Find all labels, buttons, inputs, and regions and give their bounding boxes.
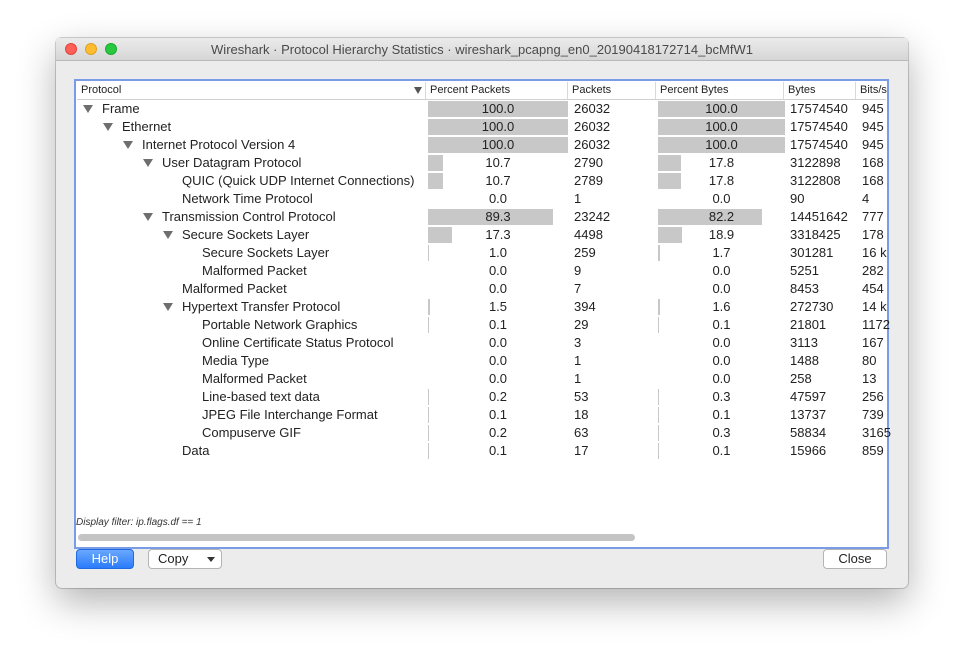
- protocol-cell: [77, 442, 426, 460]
- percent-bar: [428, 425, 429, 441]
- column-header-percent-packets[interactable]: Percent Packets: [426, 82, 568, 99]
- bytes-cell: 58834: [790, 425, 827, 440]
- protocol-name: Portable Network Graphics: [202, 317, 358, 332]
- percent-packets-cell: [428, 280, 568, 298]
- percent-bytes-cell-value: 100.0: [705, 101, 738, 116]
- protocol-cell: [77, 172, 426, 190]
- percent-packets-cell-value: 10.7: [485, 155, 511, 170]
- protocol-hierarchy-window: [56, 38, 908, 588]
- copy-button-label: Copy: [158, 551, 189, 566]
- bytes-cell: 3122808: [790, 173, 841, 188]
- protocol-name: JPEG File Interchange Format: [202, 407, 378, 422]
- packets-cell: 53: [574, 389, 589, 404]
- bits-per-second-cell: 256: [862, 389, 884, 404]
- protocol-cell: [77, 154, 426, 172]
- table-row[interactable]: [77, 190, 886, 208]
- percent-packets-cell-value: 17.3: [485, 227, 511, 242]
- percent-bytes-cell: [658, 190, 785, 208]
- protocol-cell: [77, 388, 426, 406]
- percent-bar: [428, 443, 429, 459]
- expand-triangle-icon[interactable]: [103, 123, 113, 131]
- table-row[interactable]: [77, 100, 886, 118]
- protocol-cell: [77, 190, 426, 208]
- percent-packets-cell: [428, 424, 568, 442]
- chevron-down-icon: [207, 557, 215, 562]
- protocol-name: Media Type: [202, 353, 269, 368]
- percent-packets-cell-value: 0.2: [488, 425, 508, 440]
- expand-triangle-icon[interactable]: [163, 231, 173, 239]
- packets-cell: 29: [574, 317, 589, 332]
- bytes-cell: 1488: [790, 353, 819, 368]
- percent-packets-cell-value: 100.0: [481, 119, 515, 134]
- protocol-cell: [77, 100, 426, 118]
- percent-bar: [658, 245, 660, 261]
- percent-bytes-cell: [658, 316, 785, 334]
- percent-packets-cell: [428, 226, 568, 244]
- percent-bytes-cell-value: 0.0: [712, 353, 731, 368]
- bits-per-second-cell: 13: [862, 371, 877, 386]
- percent-bar: [428, 155, 443, 171]
- percent-bytes-cell-value: 82.2: [708, 209, 735, 224]
- bits-per-second-cell: 16 k: [862, 245, 887, 260]
- percent-bar: [428, 407, 429, 423]
- close-button[interactable]: Close: [823, 549, 887, 569]
- table-row[interactable]: [77, 118, 886, 136]
- bits-per-second-cell: 4: [862, 191, 870, 206]
- copy-dropdown-button[interactable]: [148, 549, 222, 569]
- protocol-name: User Datagram Protocol: [162, 155, 302, 170]
- bits-per-second-cell: 945: [862, 137, 884, 152]
- percent-bytes-cell-value: 0.1: [712, 407, 731, 422]
- protocol-cell: [77, 334, 426, 352]
- percent-bytes-cell-value: 0.0: [712, 371, 731, 386]
- percent-bytes-cell: [658, 244, 785, 262]
- protocol-name: Internet Protocol Version 4: [142, 137, 296, 152]
- percent-packets-cell: [428, 154, 568, 172]
- packets-cell: 3: [574, 335, 582, 350]
- bits-per-second-cell: 739: [862, 407, 884, 422]
- percent-bar: [658, 299, 660, 315]
- packets-cell: 7: [574, 281, 582, 296]
- percent-packets-cell: [428, 118, 568, 136]
- percent-packets-cell: [428, 442, 568, 460]
- bits-per-second-cell: 454: [862, 281, 884, 296]
- packets-cell: 1: [574, 191, 582, 206]
- bits-per-second-cell: 777: [862, 209, 884, 224]
- bytes-cell: 21801: [790, 317, 827, 332]
- percent-bar: [658, 389, 659, 405]
- bytes-cell: 272730: [790, 299, 834, 314]
- percent-bar: [658, 227, 682, 243]
- protocol-name: Line-based text data: [202, 389, 320, 404]
- percent-bytes-cell: [658, 208, 785, 226]
- protocol-name: QUIC (Quick UDP Internet Connections): [182, 173, 415, 188]
- protocol-name: Secure Sockets Layer: [202, 245, 330, 260]
- percent-packets-cell-value: 0.1: [488, 317, 508, 332]
- protocol-name: Ethernet: [122, 119, 172, 134]
- expand-triangle-icon[interactable]: [123, 141, 133, 149]
- percent-packets-cell-value: 100.0: [481, 137, 515, 152]
- protocol-cell: [77, 226, 426, 244]
- percent-bytes-cell-value: 17.8: [708, 155, 735, 170]
- table-row[interactable]: [77, 172, 886, 190]
- packets-cell: 1: [574, 371, 582, 386]
- percent-bar: [658, 317, 659, 333]
- column-header-bytes[interactable]: Bytes: [784, 82, 856, 99]
- percent-bytes-cell-value: 0.0: [712, 263, 731, 278]
- protocol-name: Malformed Packet: [202, 263, 307, 278]
- protocol-cell: [77, 424, 426, 442]
- bits-per-second-cell: 167: [862, 335, 884, 350]
- percent-bytes-cell: [658, 262, 785, 280]
- percent-bytes-cell-value: 1.7: [712, 245, 731, 260]
- title-bar[interactable]: [56, 38, 908, 61]
- table-row[interactable]: [77, 442, 886, 460]
- protocol-name: Secure Sockets Layer: [182, 227, 310, 242]
- percent-bytes-cell-value: 1.6: [712, 299, 731, 314]
- percent-bytes-cell-value: 100.0: [705, 119, 738, 134]
- protocol-name: Compuserve GIF: [202, 425, 301, 440]
- packets-cell: 17: [574, 443, 589, 458]
- percent-bar: [428, 227, 452, 243]
- protocol-name: Hypertext Transfer Protocol: [182, 299, 341, 314]
- bytes-cell: 47597: [790, 389, 827, 404]
- percent-packets-cell-value: 0.0: [488, 191, 508, 206]
- table-row[interactable]: [77, 262, 886, 280]
- percent-packets-cell: [428, 298, 568, 316]
- table-row[interactable]: [77, 136, 886, 154]
- percent-bytes-cell: [658, 280, 785, 298]
- percent-bytes-cell-value: 0.3: [712, 389, 731, 404]
- bits-per-second-cell: 14 k: [862, 299, 887, 314]
- protocol-cell: [77, 298, 426, 316]
- percent-bytes-cell: [658, 172, 785, 190]
- protocol-cell: [77, 208, 426, 226]
- percent-bar: [428, 389, 429, 405]
- expand-triangle-icon[interactable]: [143, 213, 153, 221]
- display-filter-label: Display filter: ip.flags.df == 1: [76, 517, 202, 528]
- percent-packets-cell: [428, 100, 568, 118]
- bits-per-second-cell: 168: [862, 155, 884, 170]
- percent-bytes-cell-value: 0.0: [712, 281, 731, 296]
- percent-bar: [658, 173, 681, 189]
- table-row[interactable]: [77, 298, 886, 316]
- percent-bytes-cell: [658, 352, 785, 370]
- bits-per-second-cell: 1172: [862, 317, 890, 332]
- percent-bar: [658, 407, 659, 423]
- table-row[interactable]: [77, 244, 886, 262]
- percent-bar: [658, 155, 681, 171]
- packets-cell: 9: [574, 263, 582, 278]
- protocol-cell: [77, 406, 426, 424]
- table-header: [77, 82, 886, 100]
- bytes-cell: 17574540: [790, 101, 848, 116]
- percent-bytes-cell: [658, 136, 785, 154]
- percent-packets-cell: [428, 172, 568, 190]
- horizontal-scrollbar[interactable]: [78, 534, 635, 541]
- percent-packets-cell-value: 89.3: [485, 209, 511, 224]
- table-row[interactable]: [77, 352, 886, 370]
- percent-bytes-cell-value: 0.0: [712, 335, 731, 350]
- percent-bytes-cell-value: 0.1: [712, 317, 731, 332]
- bits-per-second-cell: 945: [862, 101, 884, 116]
- protocol-cell: [77, 136, 426, 154]
- percent-bytes-cell-value: 0.3: [712, 425, 731, 440]
- percent-bar: [428, 299, 430, 315]
- percent-bytes-cell: [658, 154, 785, 172]
- bytes-cell: 13737: [790, 407, 827, 422]
- protocol-table[interactable]: [74, 79, 889, 549]
- percent-bar: [428, 173, 443, 189]
- packets-cell: 394: [574, 299, 596, 314]
- bits-per-second-cell: 859: [862, 443, 884, 458]
- percent-packets-cell: [428, 208, 568, 226]
- percent-packets-cell: [428, 370, 568, 388]
- protocol-cell: [77, 352, 426, 370]
- percent-packets-cell-value: 0.0: [488, 371, 508, 386]
- bytes-cell: 14451642: [790, 209, 848, 224]
- protocol-name: Online Certificate Status Protocol: [202, 335, 394, 350]
- percent-packets-cell-value: 10.7: [485, 173, 511, 188]
- bytes-cell: 258: [790, 371, 812, 386]
- percent-packets-cell: [428, 334, 568, 352]
- percent-packets-cell: [428, 244, 568, 262]
- percent-bytes-cell: [658, 118, 785, 136]
- table-row[interactable]: [77, 406, 886, 424]
- bits-per-second-cell: 80: [862, 353, 877, 368]
- packets-cell: 4498: [574, 227, 603, 242]
- bits-per-second-cell: 178: [862, 227, 884, 242]
- percent-packets-cell-value: 1.5: [488, 299, 508, 314]
- percent-packets-cell: [428, 388, 568, 406]
- protocol-cell: [77, 118, 426, 136]
- packets-cell: 63: [574, 425, 589, 440]
- percent-bar: [428, 245, 429, 261]
- percent-bytes-cell-value: 0.1: [712, 443, 731, 458]
- protocol-name: Malformed Packet: [182, 281, 287, 296]
- bits-per-second-cell: 168: [862, 173, 884, 188]
- percent-packets-cell-value: 0.0: [488, 263, 508, 278]
- packets-cell: 1: [574, 353, 582, 368]
- bytes-cell: 17574540: [790, 119, 848, 134]
- percent-bar: [428, 317, 429, 333]
- packets-cell: 2790: [574, 155, 603, 170]
- bytes-cell: 17574540: [790, 137, 848, 152]
- protocol-cell: [77, 316, 426, 334]
- percent-bytes-cell: [658, 298, 785, 316]
- packets-cell: 26032: [574, 101, 611, 116]
- table-row[interactable]: [77, 208, 886, 226]
- protocol-name: Data: [182, 443, 210, 458]
- bytes-cell: 15966: [790, 443, 827, 458]
- protocol-name: Network Time Protocol: [182, 191, 313, 206]
- bytes-cell: 3318425: [790, 227, 841, 242]
- protocol-name: Frame: [102, 101, 140, 116]
- bytes-cell: 8453: [790, 281, 819, 296]
- column-header-bits-per-second[interactable]: Bits/s: [860, 84, 887, 96]
- expand-triangle-icon[interactable]: [83, 105, 93, 113]
- percent-packets-cell: [428, 352, 568, 370]
- bytes-cell: 3122898: [790, 155, 841, 170]
- percent-packets-cell-value: 0.0: [488, 335, 508, 350]
- percent-bar: [658, 425, 659, 441]
- expand-triangle-icon[interactable]: [143, 159, 153, 167]
- bytes-cell: 301281: [790, 245, 834, 260]
- protocol-name: Malformed Packet: [202, 371, 307, 386]
- packets-cell: 259: [574, 245, 596, 260]
- protocol-cell: [77, 244, 426, 262]
- percent-bytes-cell: [658, 406, 785, 424]
- column-header-packets[interactable]: Packets: [568, 82, 656, 99]
- percent-packets-cell-value: 1.0: [488, 245, 508, 260]
- column-header-protocol[interactable]: Protocol: [77, 82, 426, 99]
- bits-per-second-cell: 3165: [862, 425, 891, 440]
- table-row[interactable]: [77, 316, 890, 334]
- window-title: Wireshark · Protocol Hierarchy Statistics · wireshark_pcapng_en0_20190418172714_bcMfW1: [211, 42, 753, 57]
- sort-descending-icon: [414, 87, 422, 94]
- percent-bytes-cell-value: 17.8: [708, 173, 735, 188]
- percent-bytes-cell: [658, 100, 785, 118]
- percent-packets-cell: [428, 316, 568, 334]
- percent-bytes-cell-value: 0.0: [712, 191, 731, 206]
- percent-packets-cell-value: 0.1: [488, 443, 508, 458]
- percent-packets-cell: [428, 190, 568, 208]
- percent-packets-cell: [428, 406, 568, 424]
- percent-bytes-cell: [658, 388, 785, 406]
- percent-bytes-cell-value: 18.9: [708, 227, 735, 242]
- table-row[interactable]: [77, 154, 886, 172]
- percent-packets-cell: [428, 136, 568, 154]
- column-header-percent-bytes[interactable]: Percent Bytes: [656, 82, 784, 99]
- bytes-cell: 90: [790, 191, 805, 206]
- packets-cell: 23242: [574, 209, 611, 224]
- table-row[interactable]: [77, 370, 886, 388]
- percent-bytes-cell: [658, 424, 785, 442]
- percent-packets-cell-value: 0.0: [488, 353, 508, 368]
- percent-packets-cell-value: 0.0: [488, 281, 508, 296]
- protocol-cell: [77, 280, 426, 298]
- protocol-cell: [77, 370, 426, 388]
- table-row[interactable]: [77, 334, 886, 352]
- bits-per-second-cell: 945: [862, 119, 884, 134]
- bits-per-second-cell: 282: [862, 263, 884, 278]
- table-row[interactable]: [77, 280, 886, 298]
- percent-packets-cell: [428, 262, 568, 280]
- expand-triangle-icon[interactable]: [163, 303, 173, 311]
- percent-packets-cell-value: 0.1: [488, 407, 508, 422]
- bytes-cell: 5251: [790, 263, 819, 278]
- percent-bytes-cell-value: 100.0: [705, 137, 738, 152]
- help-button[interactable]: Help: [76, 549, 134, 569]
- percent-bytes-cell: [658, 370, 785, 388]
- table-row[interactable]: [77, 226, 886, 244]
- packets-cell: 26032: [574, 137, 611, 152]
- protocol-name: Transmission Control Protocol: [162, 209, 336, 224]
- table-row[interactable]: [77, 424, 891, 442]
- protocol-cell: [77, 262, 426, 280]
- percent-packets-cell-value: 0.2: [488, 389, 508, 404]
- percent-packets-cell-value: 100.0: [481, 101, 515, 116]
- percent-bytes-cell: [658, 226, 785, 244]
- packets-cell: 18: [574, 407, 589, 422]
- percent-bytes-cell: [658, 442, 785, 460]
- bytes-cell: 3113: [790, 335, 818, 350]
- packets-cell: 2789: [574, 173, 603, 188]
- packets-cell: 26032: [574, 119, 611, 134]
- percent-bar: [658, 443, 659, 459]
- table-row[interactable]: [77, 388, 886, 406]
- percent-bytes-cell: [658, 334, 785, 352]
